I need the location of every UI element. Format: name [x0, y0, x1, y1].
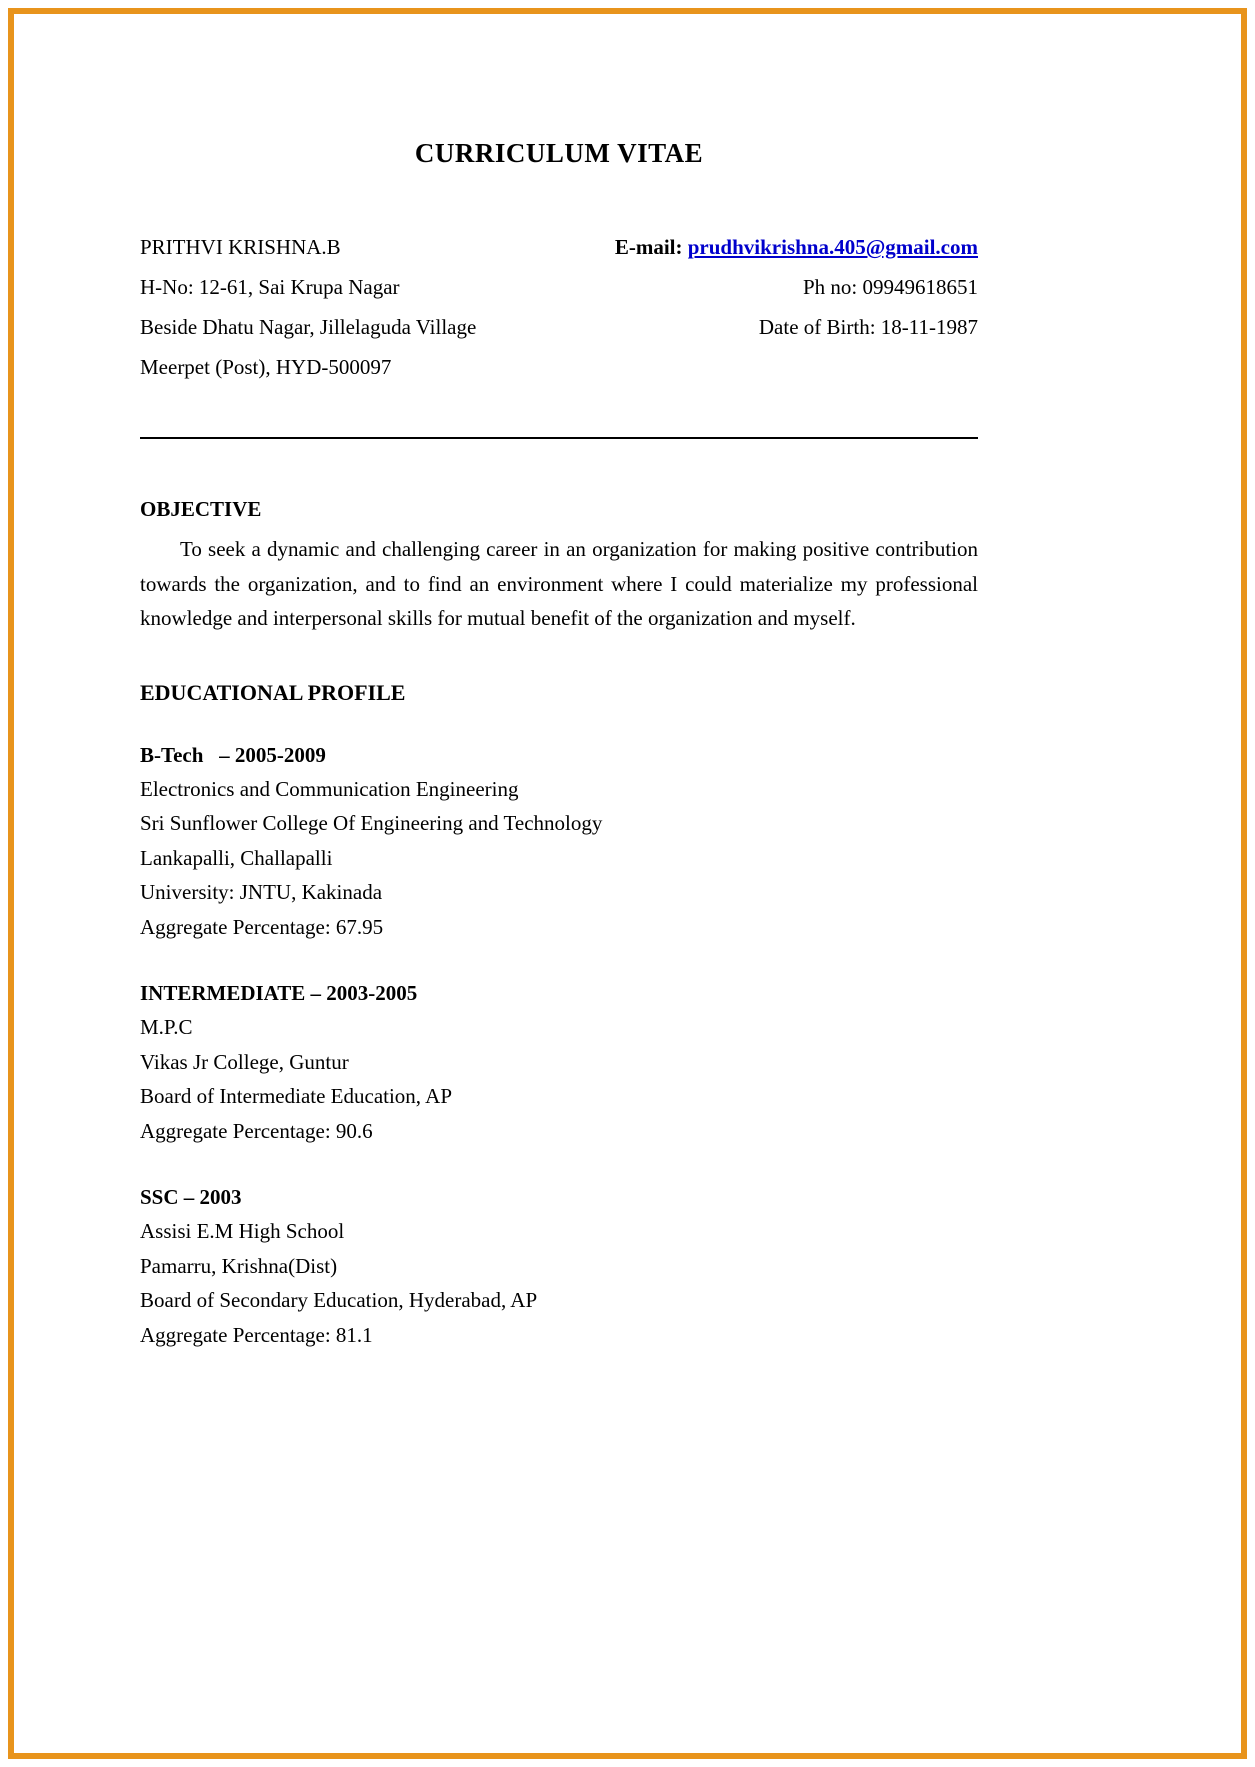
- phone-row: Ph no: 09949618651: [802, 275, 978, 299]
- education-entry-btech: [140, 738, 978, 945]
- education-entry-line: Lankapalli, Challapalli: [140, 845, 333, 870]
- document-title: CURRICULUM VITAE: [414, 138, 704, 168]
- education-entry-title: INTERMEDIATE – 2003-2005: [140, 981, 418, 1005]
- email-label: E-mail:: [614, 235, 683, 259]
- email-row: [615, 227, 978, 267]
- contact-header: [140, 227, 978, 387]
- education-entry-line: Assisi E.M High School: [140, 1219, 345, 1243]
- education-entry-line: University: JNTU, Kakinada: [140, 880, 383, 904]
- education-entry-line: Aggregate Percentage: 67.95: [140, 914, 384, 939]
- address-line-3: Meerpet (Post), HYD-500097: [140, 355, 392, 379]
- education-entry-line: Vikas Jr College, Guntur: [140, 1049, 349, 1074]
- education-entry-ssc: [140, 1180, 978, 1352]
- education-entry-title: B-Tech – 2005-2009: [140, 742, 326, 767]
- contact-details-block: [615, 227, 978, 387]
- education-entry-line: Sri Sunflower College Of Engineering and Technology: [140, 811, 603, 835]
- applicant-name: PRITHVI KRISHNA.B: [140, 235, 341, 259]
- objective-heading: OBJECTIVE: [140, 497, 262, 521]
- contact-address-block: [140, 227, 476, 387]
- address-line-1: H-No: 12-61, Sai Krupa Nagar: [140, 275, 400, 299]
- objective-text: To seek a dynamic and challenging career in an organization for making positive contribution towards the organization, and to find an environment where I could materialize my professional knowledge and interpersonal skills for mutual benefit of the organization and myself.: [140, 537, 978, 630]
- education-entry-line: Board of Intermediate Education, AP: [140, 1084, 452, 1108]
- education-heading: EDUCATIONAL PROFILE: [140, 679, 406, 705]
- education-entry-line: Board of Secondary Education, Hyderabad, AP: [140, 1288, 538, 1312]
- education-entry-line: Aggregate Percentage: 81.1: [140, 1322, 373, 1347]
- education-entry-line: Aggregate Percentage: 90.6: [140, 1118, 373, 1143]
- dob-row: Date of Birth: 18-11-1987: [758, 315, 978, 339]
- education-entry-line: Pamarru, Krishna(Dist): [140, 1253, 338, 1278]
- education-entry-line: M.P.C: [140, 1015, 193, 1039]
- education-entry-title: SSC – 2003: [140, 1185, 242, 1209]
- education-entry-intermediate: [140, 976, 978, 1148]
- address-line-2: Beside Dhatu Nagar, Jillelaguda Village: [140, 315, 477, 339]
- document-content: [140, 0, 978, 1352]
- email-link[interactable]: prudhvikrishna.405@gmail.com: [687, 235, 978, 259]
- education-entry-line: Electronics and Communication Engineering: [140, 776, 519, 801]
